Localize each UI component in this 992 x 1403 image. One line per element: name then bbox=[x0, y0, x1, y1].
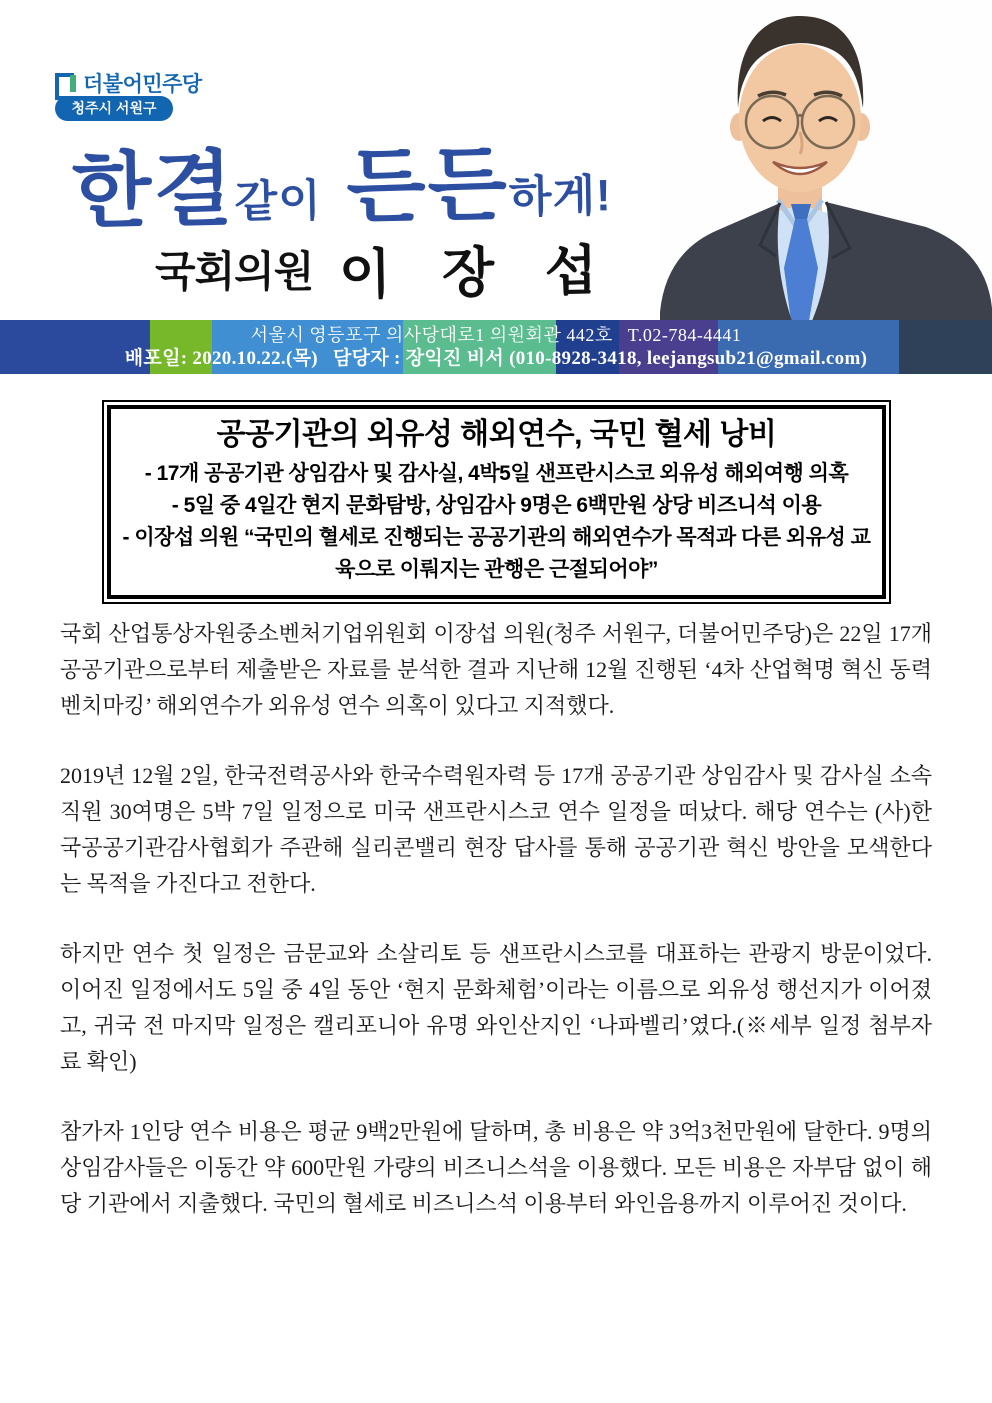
member-portrait-image bbox=[660, 0, 992, 321]
slogan-part: 같이 bbox=[234, 176, 323, 227]
party-name: 더불어민주당 bbox=[83, 73, 202, 96]
headline-bullets bbox=[117, 458, 876, 586]
headline-bullet: - 5일 중 4일간 현지 문화탐방, 상임감사 9명은 6백만원 상당 비즈니석 이용 bbox=[171, 494, 822, 517]
slogan-part: 든든 bbox=[320, 139, 510, 234]
article-body bbox=[60, 616, 932, 1256]
member-name-signature: 이 장 섭 bbox=[338, 237, 614, 307]
party-symbol-icon bbox=[55, 73, 76, 94]
party-logo bbox=[55, 68, 202, 98]
office-address-line: 서울시 영등포구 의사당대로1 의원회관 442호 T.02-784-4441 bbox=[250, 325, 742, 345]
member-name-line bbox=[155, 230, 613, 307]
member-title: 국회의원 bbox=[155, 247, 314, 295]
contact-info bbox=[0, 320, 992, 374]
release-info-line: 배포일: 2020.10.22.(목) 담당자 : 장익진 비서 (010-8928-3418, leejangsub21@gmail.com) bbox=[124, 348, 868, 369]
body-paragraph: 참가자 1인당 연수 비용은 평균 9백2만원에 달하며, 총 비용은 약 3억3천만원에 달한다. 9명의 상임감사들은 이동간 약 600만원 가량의 비즈니스석을 이용했다. 모든 비용은 자부담 없이 해당 기관에서 지출했다. 국민의 혈세로 비즈니스석 이용부터 와인음용까지 이루어진 것이다. bbox=[60, 1119, 932, 1216]
contact-banner bbox=[0, 320, 992, 374]
headline-box bbox=[102, 400, 891, 604]
campaign-slogan bbox=[71, 117, 612, 243]
header bbox=[0, 0, 992, 320]
body-paragraph: 하지만 연수 첫 일정은 금문교와 소살리토 등 샌프란시스코를 대표하는 관광지 방문이었다. 이어진 일정에서도 5일 중 4일 동안 ‘현지 문화체험’이라는 이름으로 외유성 행선지가 이어졌고, 귀국 전 마지막 일정은 캘리포니아 유명 와인산지인 ‘나파벨리’였다.(※세부 일정 첨부자료 확인) bbox=[60, 941, 932, 1074]
headline-bullet: - 이장섭 의원 “국민의 혈세로 진행되는 공공기관의 해외연수가 목적과 다른 외유성 교육으로 이뤄지는 관행은 근절되어야” bbox=[122, 526, 871, 581]
headline-title: 공공기관의 외유성 해외연수, 국민 혈세 낭비 bbox=[216, 418, 777, 451]
headline-bullet: - 17개 공공기관 상임감사 및 감사실, 4박5일 샌프란시스코 외유성 해외여행 의혹 bbox=[144, 462, 849, 485]
slogan-part: 하게! bbox=[508, 171, 613, 223]
body-paragraph: 2019년 12월 2일, 한국전력공사와 한국수력원자력 등 17개 공공기관 상임감사 및 감사실 소속 직원 30여명은 5박 7일 일정으로 미국 샌프란시스코 연수 일정을 떠났다. 해당 연수는 (사)한국공공기관감사협회가 주관해 실리콘밸리 현장 답사를 통해 공공기관 혁신 방안을 모색한다는 목적을 가진다고 전한다. bbox=[60, 763, 932, 896]
body-paragraph: 국회 산업통상자원중소벤처기업위원회 이장섭 의원(청주 서원구, 더불어민주당)은 22일 17개 공공기관으로부터 제출받은 자료를 분석한 결과 지난해 12월 진행된 ‘4차 산업혁명 혁신 동력 벤치마킹’ 해외연수가 외유성 연수 의혹이 있다고 지적했다. bbox=[60, 621, 932, 718]
headline-box-inner bbox=[107, 405, 886, 599]
slogan-part: 한결 bbox=[71, 143, 236, 238]
member-portrait bbox=[660, 0, 992, 321]
district-badge: 청주시 서원구 bbox=[55, 96, 173, 121]
